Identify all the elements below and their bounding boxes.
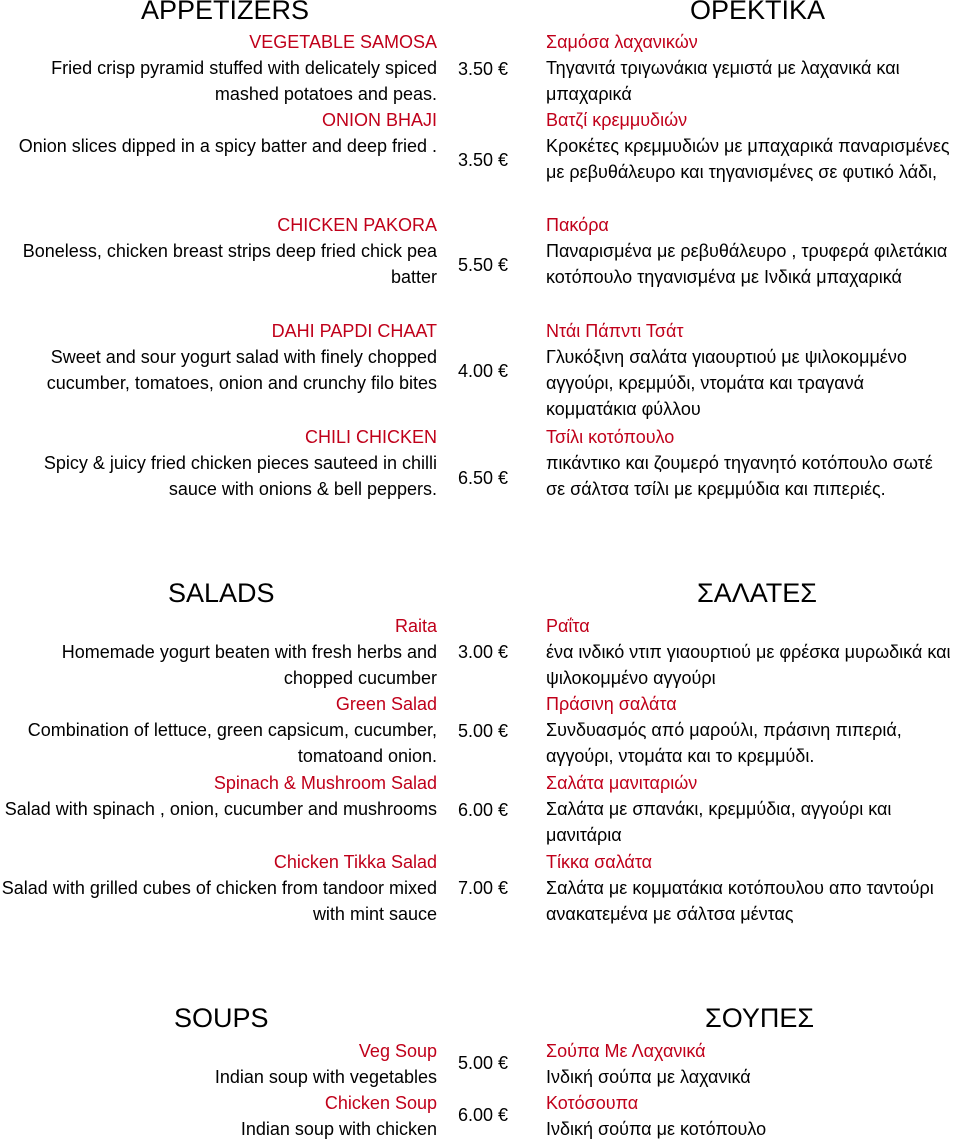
menu-item-en (0, 107, 437, 159)
menu-item-en (0, 1090, 437, 1142)
item-desc-en: Combination of lettuce, green capsicum, cucumber, tomatoand onion. (27, 720, 437, 766)
item-name-gr: Σαλάτα μανιταριών (546, 773, 698, 793)
item-name-en: ONION BHAJI (321, 110, 437, 130)
menu-item-gr (546, 1038, 956, 1090)
item-name-gr: Κοτόσουπα (546, 1093, 639, 1113)
menu-item-gr (546, 770, 956, 848)
item-name-en: CHILI CHICKEN (304, 427, 437, 447)
item-desc-en: Spicy & juicy fried chicken pieces sauteed in chilli sauce with onions & bell peppers. (43, 453, 437, 499)
item-price: 6.00 € (458, 1105, 509, 1125)
item-name-en: VEGETABLE SAMOSA (249, 32, 437, 52)
item-name-gr: Σούπα Με Λαχανικά (546, 1041, 706, 1061)
item-desc-gr: Ινδική σούπα με κοτόπουλο (546, 1119, 767, 1139)
item-desc-gr: Γλυκόξινη σαλάτα γιαουρτιού με ψιλοκομμένο αγγούρι, κρεμμύδι, ντομάτα και τραγανά κομματάκια φύλλου (546, 347, 907, 419)
item-desc-en: Sweet and sour yogurt salad with finely chopped cucumber, tomatoes, onion and crunchy filo bites (46, 347, 437, 393)
item-desc-gr: Σαλάτα με σπανάκι, κρεμμύδια, αγγούρι και μανιτάρια (546, 799, 892, 845)
menu-item-gr (546, 613, 956, 691)
item-desc-en: Salad with spinach , onion, cucumber and mushrooms (4, 799, 437, 819)
item-desc-en: Indian soup with vegetables (214, 1067, 437, 1087)
item-price: 5.50 € (458, 255, 509, 275)
item-price: 3.50 € (458, 150, 509, 170)
menu-item-en (0, 691, 437, 769)
menu-item-en (0, 212, 437, 290)
item-desc-en: Homemade yogurt beaten with fresh herbs and chopped cucumber (61, 642, 437, 688)
item-name-en: Chicken Soup (324, 1093, 437, 1113)
item-desc-en: Onion slices dipped in a spicy batter and deep fried . (18, 136, 437, 156)
menu-item-gr (546, 212, 956, 290)
item-price: 3.00 € (458, 642, 509, 662)
menu-item-gr (546, 849, 956, 927)
item-desc-gr: πικάντικο και ζουμερό τηγανητό κοτόπουλο σωτέ σε σάλτσα τσίλι με κρεμμύδια και πιπεριές. (546, 453, 933, 499)
menu-item-gr (546, 318, 956, 422)
item-name-gr: Βατζί κρεμμυδιών (546, 110, 688, 130)
menu-item-gr (546, 107, 956, 185)
soups-title-gr: ΣΟΥΠΕΣ (705, 1003, 815, 1033)
item-desc-gr: Ινδική σούπα με λαχανικά (546, 1067, 751, 1087)
item-name-en: CHICKEN PAKORA (277, 215, 437, 235)
menu-item-en (0, 424, 437, 502)
item-name-gr: Ντάι Πάπντι Τσάτ (546, 321, 684, 341)
menu-item-en (0, 613, 437, 691)
menu-item-en (0, 770, 437, 822)
item-price: 6.00 € (458, 800, 509, 820)
appetizers-title-gr: ΟΡΕΚΤΙΚΑ (690, 0, 826, 25)
menu-item-en (0, 318, 437, 396)
menu-item-gr (546, 29, 956, 107)
salads-title-en: SALADS (168, 578, 275, 608)
item-name-gr: Σαμόσα λαχανικών (546, 32, 698, 52)
item-desc-en: Indian soup with chicken (240, 1119, 437, 1139)
item-price: 4.00 € (458, 361, 509, 381)
item-desc-gr: Σαλάτα με κομματάκια κοτόπουλου απο ταντούρι ανακατεμένα με σάλτσα μέντας (546, 878, 934, 924)
item-desc-en: Salad with grilled cubes of chicken from tandoor mixed with mint sauce (1, 878, 437, 924)
item-desc-gr: ένα ινδικό ντιπ γιαουρτιού με φρέσκα μυρωδικά και ψιλοκομμένο αγγούρι (546, 642, 951, 688)
item-desc-gr: Συνδυασμός από μαρούλι, πράσινη πιπεριά, αγγούρι, ντομάτα και το κρεμμύδι. (546, 720, 902, 766)
item-name-gr: Τσίλι κοτόπουλο (546, 427, 675, 447)
item-desc-gr: Παναρισμένα με ρεβυθάλευρο , τρυφερά φιλετάκια κοτόπουλο τηγανισμένα με Ινδικά μπαχαρικά (546, 241, 948, 287)
item-desc-gr: Τηγανιτά τριγωνάκια γεμιστά με λαχανικά και μπαχαρικά (546, 58, 900, 104)
soups-title-en: SOUPS (174, 1003, 269, 1033)
item-price: 5.00 € (458, 1053, 509, 1073)
item-price: 7.00 € (458, 878, 509, 898)
appetizers-title-en: APPETIZERS (141, 0, 310, 25)
menu-item-en (0, 1038, 437, 1090)
item-name-en: Chicken Tikka Salad (273, 852, 437, 872)
item-name-en: DAHI PAPDI CHAAT (271, 321, 437, 341)
menu-item-en (0, 849, 437, 927)
item-price: 3.50 € (458, 59, 509, 79)
item-desc-en: Fried crisp pyramid stuffed with delicately spiced mashed potatoes and peas. (51, 58, 437, 104)
item-desc-en: Boneless, chicken breast strips deep fried chick pea batter (22, 241, 437, 287)
salads-title-gr: ΣΑΛΑΤΕΣ (697, 578, 817, 608)
item-price: 6.50 € (458, 468, 509, 488)
menu-item-gr (546, 424, 956, 502)
item-name-en: Raita (394, 616, 437, 636)
item-name-en: Veg Soup (358, 1041, 437, 1061)
item-desc-gr: Κροκέτες κρεμμυδιών με μπαχαρικά παναρισμένες με ρεβυθάλευρο και τηγανισμένες σε φυτικό λάδι, (546, 136, 950, 182)
item-name-gr: Πακόρα (546, 215, 609, 235)
item-name-gr: Ραΐτα (546, 616, 590, 636)
item-name-en: Green Salad (335, 694, 437, 714)
menu-item-gr (546, 1090, 956, 1142)
item-name-gr: Τίκκα σαλάτα (546, 852, 653, 872)
menu-item-en (0, 29, 437, 107)
item-price: 5.00 € (458, 721, 509, 741)
item-name-en: Spinach & Mushroom Salad (213, 773, 437, 793)
menu-item-gr (546, 691, 956, 769)
item-name-gr: Πράσινη σαλάτα (546, 694, 677, 714)
